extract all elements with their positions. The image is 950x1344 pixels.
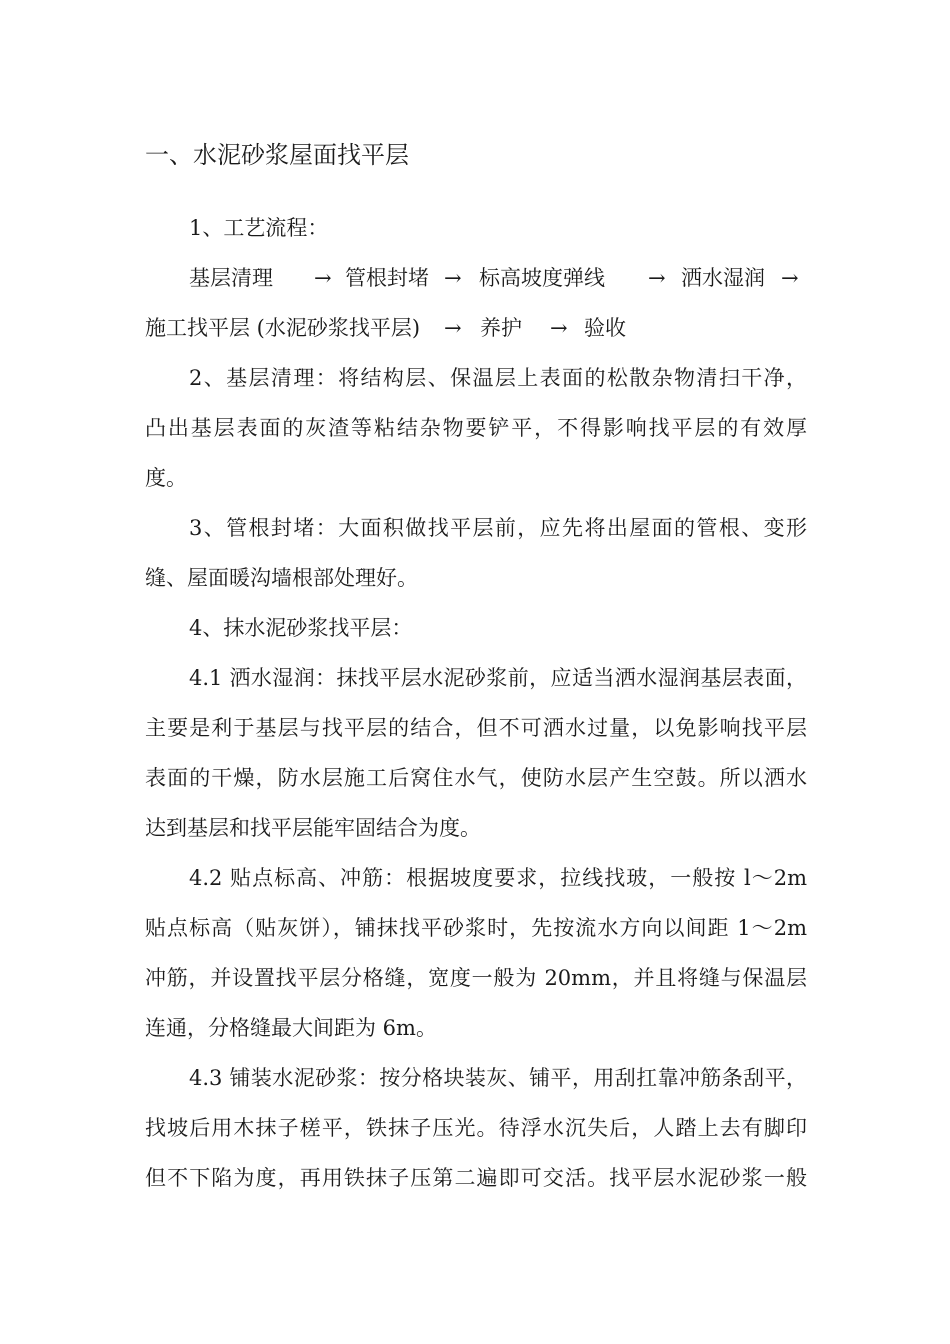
flow-step-acceptance: 验收 [584,316,626,340]
paragraph-line: 连通，分格缝最大间距为 6m。 [145,1016,437,1040]
flow-arrow: → [781,266,799,290]
paragraph-line: 凸出基层表面的灰渣等粘结杂物要铲平，不得影响找平层的有效厚 [145,416,807,440]
subsection-heading: 4、抹水泥砂浆找平层： [189,616,413,640]
flow-step-elevation-slope-line: 标高坡度弹线 [479,266,605,290]
paragraph-line: 2、基层清理：将结构层、保温层上表面的松散杂物清扫干净， [189,366,807,390]
flow-step-leveling-layer: 施工找平层 (水泥砂浆找平层) [145,316,421,340]
paragraph-line: 找坡后用木抹子槎平，铁抹子压光。待浮水沉失后，人踏上去有脚印 [145,1116,807,1140]
paragraph-line: 但不下陷为度，再用铁抹子压第二遍即可交活。找平层水泥砂浆一般 [145,1166,807,1190]
flow-arrow: → [648,266,666,290]
flow-arrow: → [444,266,462,290]
process-flow-heading: 1、工艺流程： [189,216,329,240]
paragraph-line: 主要是利于基层与找平层的结合，但不可洒水过量，以免影响找平层 [145,716,807,740]
paragraph-line: 缝、屋面暖沟墙根部处理好。 [145,566,418,590]
flow-arrow: → [314,266,332,290]
flow-step-base-cleaning: 基层清理 [189,266,273,290]
paragraph-line: 表面的干燥，防水层施工后窝住水气，使防水层产生空鼓。所以洒水 [145,766,807,790]
paragraph-line: 4.3 铺装水泥砂浆：按分格块装灰、铺平，用刮扛靠冲筋条刮平， [189,1066,807,1090]
paragraph-line: 度。 [145,466,187,490]
flow-arrow: → [444,316,462,340]
paragraph-line: 4.2 贴点标高、冲筋：根据坡度要求，拉线找玻，一般按 l～2m [189,866,807,890]
paragraph-line: 达到基层和找平层能牢固结合为度。 [145,816,481,840]
paragraph-line: 3、管根封堵：大面积做找平层前，应先将出屋面的管根、变形 [189,516,807,540]
flow-step-water-wetting: 洒水湿润 [681,266,765,290]
paragraph-line: 4.1 洒水湿润：抹找平层水泥砂浆前，应适当洒水湿润基层表面， [189,666,807,690]
flow-step-pipe-sealing: 管根封堵 [345,266,429,290]
flow-step-curing: 养护 [480,316,522,340]
flow-arrow: → [550,316,568,340]
paragraph-line: 冲筋，并设置找平层分格缝，宽度一般为 20mm，并且将缝与保温层 [145,966,807,990]
section-heading: 一、水泥砂浆屋面找平层 [145,141,409,169]
paragraph-line: 贴点标高（贴灰饼），铺抹找平砂浆时，先按流水方向以间距 1～2m [145,916,807,940]
